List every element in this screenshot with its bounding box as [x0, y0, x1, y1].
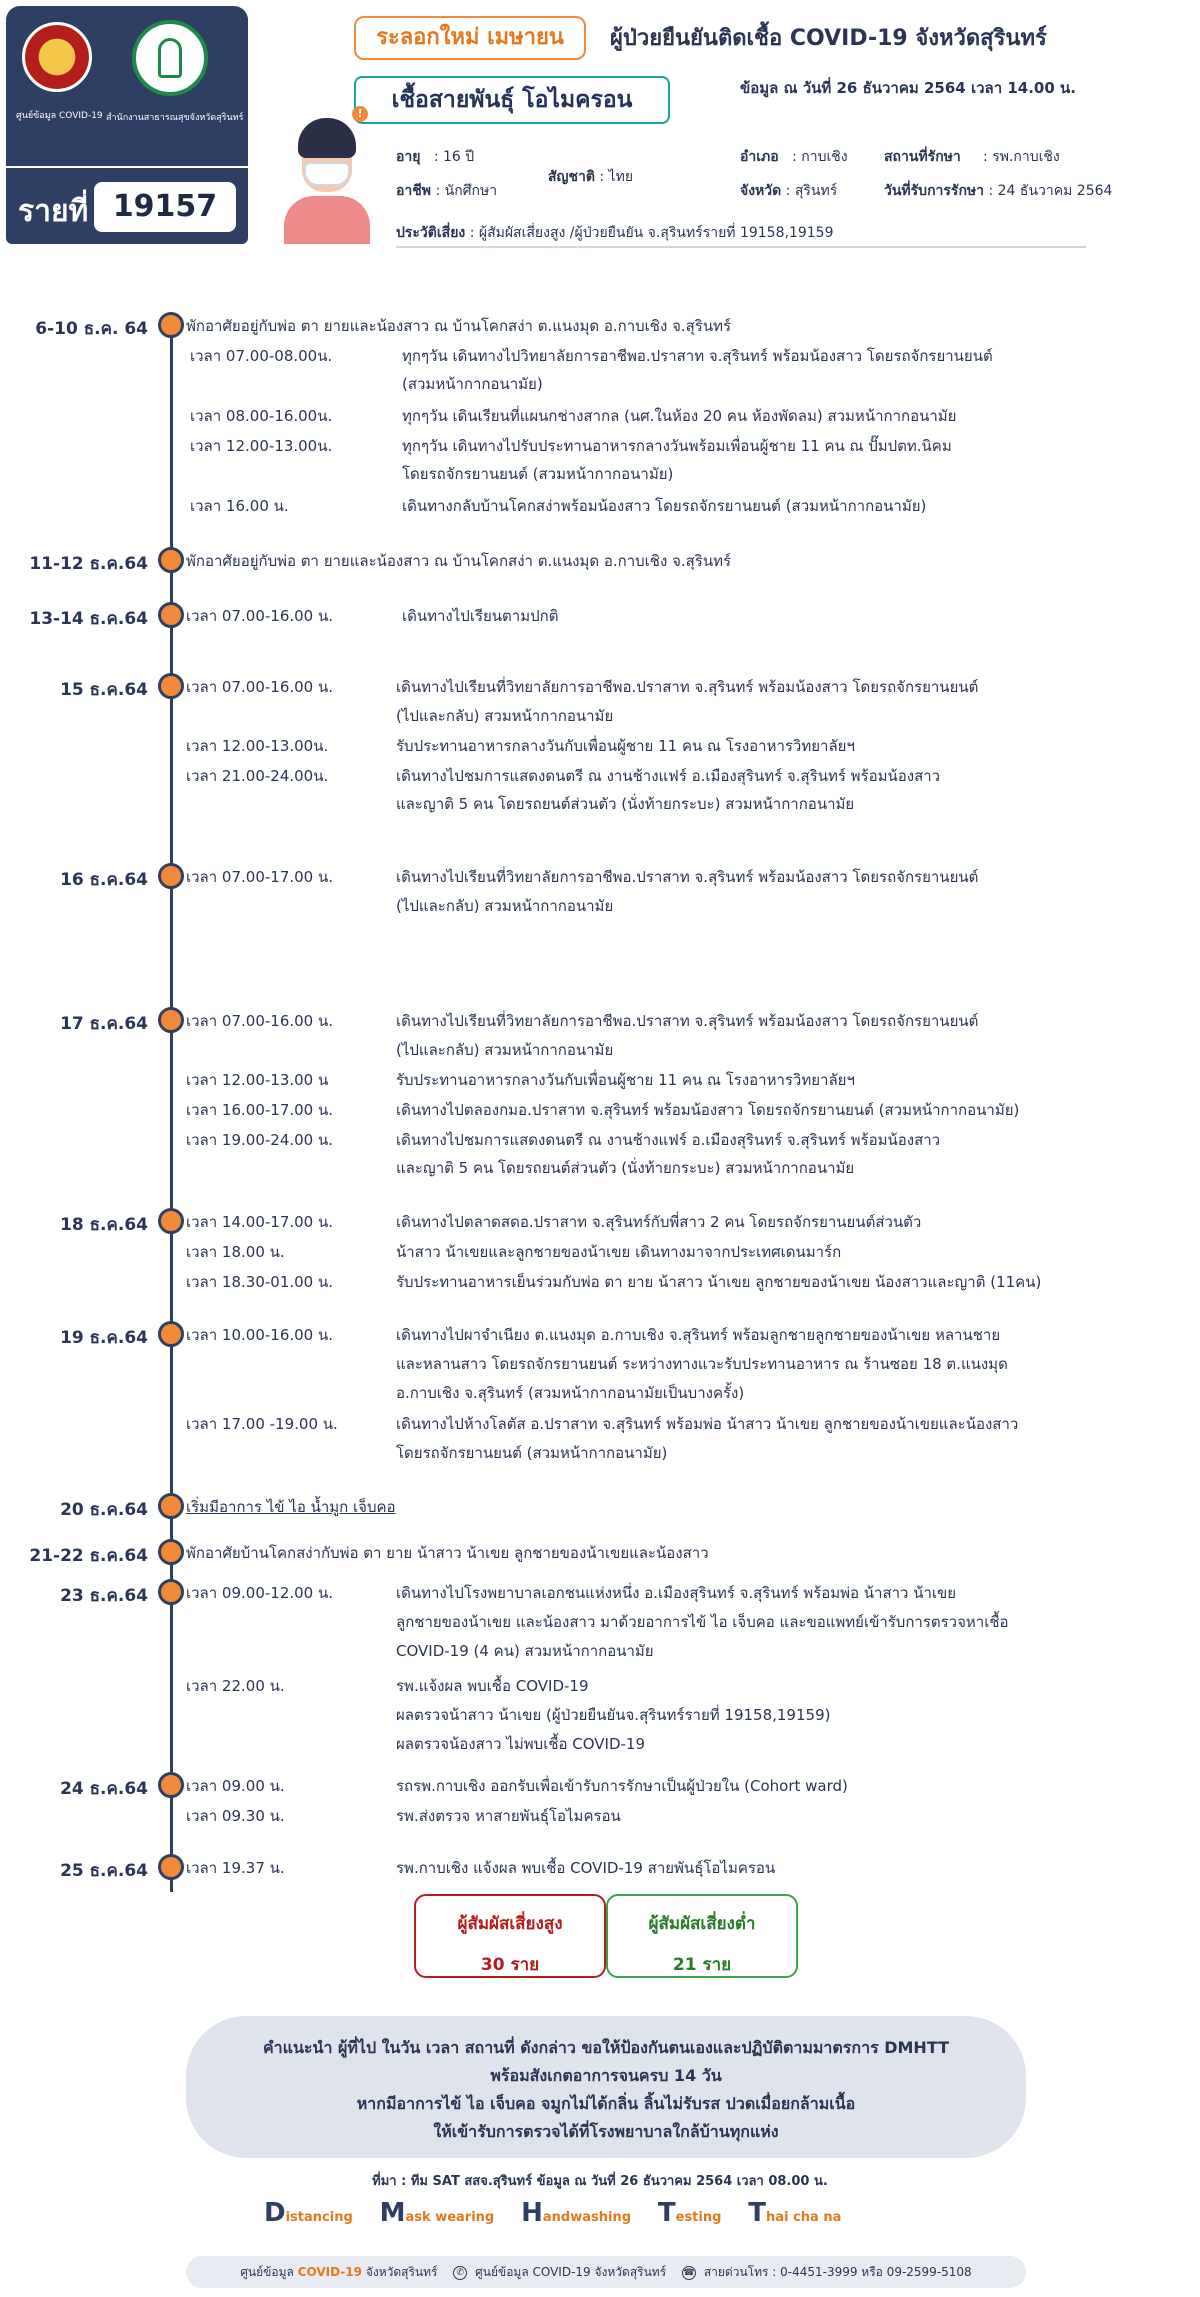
timeline-entry: (ไปและกลับ) สวมหน้ากากอนามัย [396, 897, 614, 915]
line-app-icon: ✆ [453, 2266, 467, 2280]
patient-province: จังหวัด : สุรินทร์ [740, 183, 838, 199]
timeline-date: 18 ธ.ค.64 [60, 1215, 148, 1235]
dmhtt-letter: M [379, 2198, 406, 2228]
timeline-time: เวลา 07.00-16.00 น. [186, 607, 334, 625]
timeline-entry: พักอาศัยอยู่กับพ่อ ตา ยายและน้องสาว ณ บ้านโคกสง่า ต.แนงมุด อ.กาบเชิง จ.สุรินทร์ [186, 552, 732, 570]
dmhtt-letter: T [657, 2198, 676, 2228]
patient-nationality: สัญชาติ : ไทย [548, 169, 634, 185]
footer-line-account: ศูนย์ข้อมูล COVID-19 จังหวัดสุรินทร์ [475, 2265, 667, 2279]
timeline-time: เวลา 07.00-16.00 น. [186, 1012, 334, 1030]
timeline-entry: รับประทานอาหารกลางวันกับเพื่อนผู้ชาย 11 คน ณ โรงอาหารวิทยาลัยฯ [396, 1071, 855, 1089]
timeline-time: เวลา 16.00 น. [190, 497, 289, 515]
timeline-dot-icon [158, 1493, 184, 1519]
timeline-time: เวลา 18.00 น. [186, 1243, 285, 1261]
timeline-entry: เดินทางไปห้างโลตัส อ.ปราสาท จ.สุรินทร์ พร้อมพ่อ น้าสาว น้าเขย ลูกชายของน้าเขยและน้องสาว [396, 1415, 1019, 1433]
dmhtt-letter: T [748, 2198, 767, 2228]
province-seal-icon [22, 22, 92, 92]
case-number: 19157 [94, 182, 236, 232]
high-risk-count: 30 ราย [480, 1955, 540, 1975]
logo-caption-health-office: สำนักงานสาธารณสุขจังหวัดสุรินทร์ [106, 113, 244, 123]
dmhtt-letter: H [521, 2198, 543, 2228]
alert-icon: ! [352, 106, 368, 122]
dmhtt-measures [264, 2198, 863, 2228]
timeline-time: เวลา 10.00-16.00 น. [186, 1326, 334, 1344]
timeline-dot-icon [158, 1007, 184, 1033]
case-label: รายที่ [18, 194, 89, 229]
timeline-entry: ผลตรวจน้องสาว ไม่พบเชื้อ COVID-19 [396, 1735, 646, 1753]
timeline-entry: รพ.กาบเชิง แจ้งผล พบเชื้อ COVID-19 สายพันธุ์โอไมครอน [396, 1859, 776, 1877]
timeline-entry: เดินทางกลับบ้านโคกสง่าพร้อมน้องสาว โดยรถจักรยานยนต์ (สวมหน้ากากอนามัย) [402, 497, 927, 515]
timeline-date: 25 ธ.ค.64 [60, 1861, 148, 1881]
timeline-time: เวลา 17.00 -19.00 น. [186, 1415, 338, 1433]
low-risk-count: 21 ราย [672, 1955, 732, 1975]
footer-province-label: จังหวัดสุรินทร์ [365, 2265, 438, 2279]
timeline-dot-icon [158, 312, 184, 338]
timeline-time: เวลา 14.00-17.00 น. [186, 1213, 334, 1231]
timeline-time: เวลา 07.00-16.00 น. [186, 678, 334, 696]
advice-line: คำแนะนำ ผู้ที่ไป ในวัน เวลา สถานที่ ดังกล่าว ขอให้ป้องกันตนเองและปฏิบัติตามมาตรการ DMHTT [262, 2038, 950, 2057]
logo-panel [6, 6, 248, 166]
timeline-entry: (ไปและกลับ) สวมหน้ากากอนามัย [396, 707, 614, 725]
timeline-entry: เดินทางไปเรียนที่วิทยาลัยการอาชีพอ.ปราสาท จ.สุรินทร์ พร้อมน้องสาว โดยรถจักรยานยนต์ [396, 868, 979, 886]
timeline-date: 13-14 ธ.ค.64 [29, 609, 148, 629]
timeline-time: เวลา 09.30 น. [186, 1807, 285, 1825]
timeline-entry: อ.กาบเชิง จ.สุรินทร์ (สวมหน้ากากอนามัยเป็นบางครั้ง) [396, 1384, 745, 1402]
timeline-time: เวลา 07.00-08.00น. [190, 347, 333, 365]
timeline-time: เวลา 21.00-24.00น. [186, 767, 329, 785]
high-risk-contacts [414, 1894, 606, 1978]
timeline-entry: เดินทางไปเรียนที่วิทยาลัยการอาชีพอ.ปราสาท จ.สุรินทร์ พร้อมน้องสาว โดยรถจักรยานยนต์ [396, 678, 979, 696]
timeline-entry: รับประทานอาหารกลางวันกับเพื่อนผู้ชาย 11 คน ณ โรงอาหารวิทยาลัยฯ [396, 737, 855, 755]
timeline-entry: โดยรถจักรยานยนต์ (สวมหน้ากากอนามัย) [396, 1444, 668, 1462]
timeline-time: เวลา 16.00-17.00 น. [186, 1101, 334, 1119]
advice-line: พร้อมสังเกตอาการจนครบ 14 วัน [490, 2066, 722, 2085]
timeline-time: เวลา 09.00 น. [186, 1777, 285, 1795]
timeline-entry: เดินทางไปเรียนที่วิทยาลัยการอาชีพอ.ปราสาท จ.สุรินทร์ พร้อมน้องสาว โดยรถจักรยานยนต์ [396, 1012, 979, 1030]
timeline-entry: เดินทางไปผาจำเนียง ต.แนงมุด อ.กาบเชิง จ.สุรินทร์ พร้อมลูกชายลูกชายของน้าเขย หลานชาย [396, 1326, 1001, 1344]
timeline-time: เวลา 19.00-24.00 น. [186, 1131, 334, 1149]
timeline-date: 17 ธ.ค.64 [60, 1014, 148, 1034]
patient-hospital: สถานที่รักษา : รพ.กาบเชิง [884, 149, 1060, 165]
dmhtt-word: hai cha na [766, 2210, 842, 2225]
patient-district: อำเภอ : กาบเชิง [740, 149, 848, 165]
timeline-time: เวลา 12.00-13.00 น [186, 1071, 329, 1089]
timeline-dot-icon [158, 1772, 184, 1798]
timeline-time: เวลา 22.00 น. [186, 1677, 285, 1695]
timeline-entry: ผลตรวจน้าสาว น้าเขย (ผู้ป่วยยืนยันจ.สุรินทร์รายที่ 19158,19159) [396, 1706, 831, 1724]
source-note: ที่มา : ทีม SAT สสจ.สุรินทร์ ข้อมูล ณ วันที่ 26 ธันวาคม 2564 เวลา 08.00 น. [372, 2174, 828, 2189]
timeline-date: 20 ธ.ค.64 [60, 1500, 148, 1520]
dmhtt-letter: D [264, 2198, 286, 2228]
timeline-entry: เดินทางไปตลองกมอ.ปราสาท จ.สุรินทร์ พร้อมน้องสาว โดยรถจักรยานยนต์ (สวมหน้ากากอนามัย) [396, 1101, 1020, 1119]
timeline-entry: เดินทางไปชมการแสดงดนตรี ณ งานช้างแฟร์ อ.เมืองสุรินทร์ จ.สุรินทร์ พร้อมน้องสาว [396, 1131, 941, 1149]
timeline-date: 6-10 ธ.ค. 64 [35, 319, 148, 339]
footer-bar [186, 2256, 1026, 2288]
timeline-dot-icon [158, 1321, 184, 1347]
timeline-dot-icon [158, 1208, 184, 1234]
timeline-time: เวลา 09.00-12.00 น. [186, 1584, 334, 1602]
timeline-entry: พักอาศัยบ้านโคกสง่ากับพ่อ ตา ยาย น้าสาว น้าเขย ลูกชายของน้าเขยและน้องสาว [186, 1544, 709, 1562]
footer-covid-label: COVID-19 [297, 2265, 362, 2279]
data-timestamp: ข้อมูล ณ วันที่ 26 ธันวาคม 2564 เวลา 14.00 น. [740, 79, 1076, 97]
dmhtt-word: esting [675, 2210, 722, 2225]
patient-age: อายุ : 16 ปี [396, 149, 475, 165]
timeline-date: 15 ธ.ค.64 [60, 680, 148, 700]
low-risk-label: ผู้สัมผัสเสี่ยงต่ำ [648, 1914, 756, 1934]
timeline-entry: ทุกๆวัน เดินเรียนที่แผนกช่างสากล (นศ.ในห้อง 20 คน ห้องพัดลม) สวมหน้ากากอนามัย [402, 407, 957, 425]
timeline-entry: (ไปและกลับ) สวมหน้ากากอนามัย [396, 1041, 614, 1059]
timeline-time: เวลา 08.00-16.00น. [190, 407, 333, 425]
timeline-entry: รพ.แจ้งผล พบเชื้อ COVID-19 [396, 1677, 589, 1695]
timeline-entry: รับประทานอาหารเย็นร่วมกับพ่อ ตา ยาย น้าสาว น้าเขย ลูกชายของน้าเขย น้องสาวและญาติ (11คน) [396, 1273, 1042, 1291]
wave-tag: ระลอกใหม่ เมษายน [354, 16, 586, 60]
timeline-entry: (สวมหน้ากากอนามัย) [402, 375, 543, 393]
footer-center-label: ศูนย์ข้อมูล [240, 2265, 294, 2279]
timeline-time: เวลา 07.00-17.00 น. [186, 868, 334, 886]
timeline-entry: และญาติ 5 คน โดยรถยนต์ส่วนตัว (นั่งท้ายกระบะ) สวมหน้ากากอนามัย [396, 795, 855, 813]
timeline-date: 23 ธ.ค.64 [60, 1586, 148, 1606]
timeline-time: เวลา 12.00-13.00น. [190, 437, 333, 455]
dmhtt-word: andwashing [542, 2210, 631, 2225]
timeline-dot-icon [158, 1539, 184, 1565]
health-office-seal-icon [132, 20, 208, 96]
advice-panel [186, 2016, 1026, 2158]
timeline-date: 16 ธ.ค.64 [60, 870, 148, 890]
advice-line: หากมีอาการไข้ ไอ เจ็บคอ จมูกไม่ได้กลิ่น ลิ้นไม่รับรส ปวดเมื่อยกล้ามเนื้อ [356, 2094, 856, 2113]
timeline-date: 19 ธ.ค.64 [60, 1328, 148, 1348]
timeline-time: เวลา 18.30-01.00 น. [186, 1273, 334, 1291]
timeline-entry: เดินทางไปชมการแสดงดนตรี ณ งานช้างแฟร์ อ.เมืองสุรินทร์ จ.สุรินทร์ พร้อมน้องสาว [396, 767, 941, 785]
case-number-panel [6, 168, 248, 244]
timeline-entry: COVID-19 (4 คน) สวมหน้ากากอนามัย [396, 1642, 654, 1660]
advice-line: ให้เข้ารับการตรวจได้ที่โรงพยาบาลใกล้บ้านทุกแห่ง [433, 2122, 779, 2141]
timeline-entry: ลูกชายของน้าเขย และน้องสาว มาด้วยอาการไข้ ไอ เจ็บคอ และขอแพทย์เข้ารับการตรวจหาเชื้อ [396, 1613, 1009, 1631]
timeline-entry: ทุกๆวัน เดินทางไปรับประทานอาหารกลางวันพร้อมเพื่อนผู้ชาย 11 คน ณ ปั๊มปตท.นิคม [402, 437, 952, 455]
timeline-entry: รถรพ.กาบเชิง ออกรับเพื่อเข้ารับการรักษาเป็นผู้ป่วยใน (Cohort ward) [396, 1777, 848, 1795]
phone-icon: ☎ [683, 2267, 695, 2278]
timeline-dot-icon [158, 1854, 184, 1880]
patient-occupation: อาชีพ : นักศึกษา [396, 183, 498, 199]
timeline-entry: และญาติ 5 คน โดยรถยนต์ส่วนตัว (นั่งท้ายกระบะ) สวมหน้ากากอนามัย [396, 1159, 855, 1177]
patient-avatar-icon [278, 110, 374, 244]
timeline-date: 21-22 ธ.ค.64 [29, 1546, 148, 1566]
symptom-onset: เริ่มมีอาการ ไข้ ไอ น้ำมูก เจ็บคอ [186, 1498, 396, 1516]
timeline-entry: และหลานสาว โดยรถจักรยานยนต์ ระหว่างทางแวะรับประทานอาหาร ณ ร้านซอย 18 ต.แนงมุด [396, 1355, 1008, 1373]
timeline-entry: รพ.ส่งตรวจ หาสายพันธุ์โอไมครอน [396, 1807, 621, 1825]
timeline-dot-icon [158, 863, 184, 889]
dmhtt-word: ask wearing [405, 2210, 495, 2225]
timeline-entry: น้าสาว น้าเขยและลูกชายของน้าเขย เดินทางมาจากประเทศเดนมาร์ก [396, 1243, 842, 1261]
timeline-dot-icon [158, 547, 184, 573]
patient-admit-date: วันที่รับการรักษา : 24 ธันวาคม 2564 [884, 183, 1113, 199]
timeline-date: 24 ธ.ค.64 [60, 1779, 148, 1799]
timeline-time: เวลา 12.00-13.00น. [186, 737, 329, 755]
logo-caption-covid-center: ศูนย์ข้อมูล COVID-19 [16, 111, 103, 121]
footer-hotline: สายด่วนโทร : 0-4451-3999 หรือ 09-2599-5108 [703, 2265, 972, 2279]
high-risk-label: ผู้สัมผัสเสี่ยงสูง [457, 1914, 563, 1934]
timeline-time: เวลา 19.37 น. [186, 1859, 285, 1877]
risk-history: ประวัติเสี่ยง : ผู้สัมผัสเสี่ยงสูง /ผู้ป่วยยืนยัน จ.สุรินทร์รายที่ 19158,19159 [396, 225, 834, 241]
dmhtt-word: istancing [285, 2210, 353, 2225]
timeline-dot-icon [158, 1579, 184, 1605]
timeline-entry: ทุกๆวัน เดินทางไปวิทยาลัยการอาชีพอ.ปราสาท จ.สุรินทร์ พร้อมน้องสาว โดยรถจักรยานยนต์ [402, 347, 993, 365]
timeline-entry: พักอาศัยอยู่กับพ่อ ตา ยายและน้องสาว ณ บ้านโคกสง่า ต.แนงมุด อ.กาบเชิง จ.สุรินทร์ [186, 317, 732, 335]
timeline-dot-icon [158, 602, 184, 628]
header-divider [396, 246, 1086, 248]
timeline-dot-icon [158, 673, 184, 699]
timeline-entry: เดินทางไปตลาดสดอ.ปราสาท จ.สุรินทร์กับพี่สาว 2 คน โดยรถจักรยานยนต์ส่วนตัว [396, 1213, 922, 1231]
timeline-entry: เดินทางไปโรงพยาบาลเอกชนแห่งหนึ่ง อ.เมืองสุรินทร์ จ.สุรินทร์ พร้อมพ่อ น้าสาว น้าเขย [396, 1584, 957, 1602]
timeline-entry: โดยรถจักรยานยนต์ (สวมหน้ากากอนามัย) [402, 465, 674, 483]
page-title: ผู้ป่วยยืนยันติดเชื้อ COVID-19 จังหวัดสุรินทร์ [610, 26, 1047, 51]
timeline-date: 11-12 ธ.ค.64 [29, 554, 148, 574]
timeline-entry: เดินทางไปเรียนตามปกติ [402, 607, 559, 625]
low-risk-contacts [606, 1894, 798, 1978]
variant-badge: เชื้อสายพันธุ์ โอไมครอน [354, 76, 670, 124]
